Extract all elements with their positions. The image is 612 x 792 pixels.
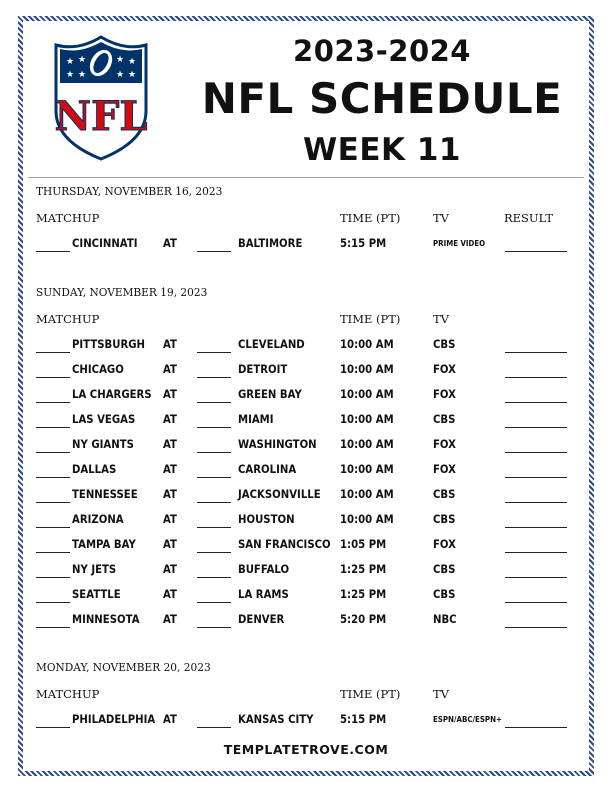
game-time: 5:20 PM [340,612,387,626]
game-row [0,537,612,557]
home-team: CLEVELAND [238,337,305,351]
at-label: AT [163,612,177,626]
away-team: TENNESSEE [72,487,138,501]
logo-text: NFL [54,93,148,140]
header-result: RESULT [504,211,553,225]
home-pick-line [197,627,231,628]
game-time: 1:25 PM [340,562,387,576]
header-time: TIME (PT) [340,312,401,326]
away-team: MINNESOTA [72,612,140,626]
home-pick-line [197,552,231,553]
result-line [505,477,567,478]
at-label: AT [163,487,177,501]
at-label: AT [163,362,177,376]
home-team: HOUSTON [238,512,295,526]
tv-network: CBS [433,562,456,576]
home-pick-line [197,477,231,478]
header-matchup: MATCHUP [36,312,100,326]
away-pick-line [36,452,70,453]
home-team: MIAMI [238,412,274,426]
result-line [505,502,567,503]
svg-text:★: ★ [66,57,75,67]
season-title: 2023-2024 [293,34,471,68]
home-team: DETROIT [238,362,288,376]
header-divider [28,177,584,178]
game-time: 10:00 AM [340,462,394,476]
result-line [505,427,567,428]
tv-network: ESPN/ABC/ESPN+ [433,715,502,724]
svg-text:★: ★ [116,70,125,80]
away-team: CINCINNATI [72,236,138,250]
tv-network: CBS [433,412,456,426]
at-label: AT [163,412,177,426]
game-time: 1:05 PM [340,537,387,551]
result-line [505,251,567,252]
game-time: 10:00 AM [340,387,394,401]
away-team: SEATTLE [72,587,121,601]
nfl-shield-logo [48,33,154,163]
away-pick-line [36,427,70,428]
home-team: BALTIMORE [238,236,303,250]
away-pick-line [36,502,70,503]
away-pick-line [36,727,70,728]
at-label: AT [163,236,177,250]
away-team: TAMPA BAY [72,537,136,551]
tv-network: FOX [433,362,456,376]
away-team: LA CHARGERS [72,387,152,401]
home-pick-line [197,352,231,353]
header-tv: TV [433,312,449,326]
result-line [505,352,567,353]
tv-network: FOX [433,387,456,401]
result-line [505,527,567,528]
home-team: SAN FRANCISCO [238,537,331,551]
section-date: MONDAY, NOVEMBER 20, 2023 [36,660,211,674]
away-team: DALLAS [72,462,117,476]
game-row [0,487,612,507]
tv-network: FOX [433,537,456,551]
result-line [505,377,567,378]
week-title: WEEK 11 [302,132,461,168]
result-line [505,727,567,728]
section-date: THURSDAY, NOVEMBER 16, 2023 [36,184,223,198]
game-time: 10:00 AM [340,487,394,501]
away-pick-line [36,477,70,478]
away-pick-line [36,552,70,553]
result-line [505,577,567,578]
game-row [0,612,612,632]
home-team: JACKSONVILLE [238,487,321,501]
game-time: 10:00 AM [340,437,394,451]
home-pick-line [197,727,231,728]
away-team: ARIZONA [72,512,124,526]
svg-text:★: ★ [128,70,137,80]
home-pick-line [197,377,231,378]
game-row [0,462,612,482]
home-team: DENVER [238,612,285,626]
at-label: AT [163,587,177,601]
header-tv: TV [433,687,449,701]
tv-network: PRIME VIDEO [433,239,486,248]
at-label: AT [163,512,177,526]
header-matchup: MATCHUP [36,211,100,225]
game-row [0,387,612,407]
tv-network: FOX [433,437,456,451]
svg-text:★: ★ [78,55,87,65]
header-tv: TV [433,211,449,225]
at-label: AT [163,387,177,401]
at-label: AT [163,712,177,726]
game-row [0,437,612,457]
svg-text:★: ★ [66,70,75,80]
tv-network: CBS [433,487,456,501]
home-pick-line [197,427,231,428]
tv-network: FOX [433,462,456,476]
home-team: GREEN BAY [238,387,302,401]
result-line [505,602,567,603]
page-title: NFL SCHEDULE [201,74,563,123]
at-label: AT [163,437,177,451]
svg-text:★: ★ [78,70,87,80]
away-team: PITTSBURGH [72,337,146,351]
svg-text:★: ★ [128,57,137,67]
away-pick-line [36,577,70,578]
game-row [0,362,612,382]
away-team: NY JETS [72,562,117,576]
home-pick-line [197,502,231,503]
game-time: 1:25 PM [340,587,387,601]
tv-network: CBS [433,587,456,601]
away-pick-line [36,352,70,353]
at-label: AT [163,562,177,576]
tv-network: CBS [433,512,456,526]
footer-website: TEMPLATETROVE.COM [223,742,389,757]
result-line [505,402,567,403]
game-time: 10:00 AM [340,412,394,426]
game-row [0,512,612,532]
result-line [505,452,567,453]
game-row [0,587,612,607]
result-line [505,627,567,628]
section-date: SUNDAY, NOVEMBER 19, 2023 [36,285,208,299]
home-pick-line [197,251,231,252]
home-pick-line [197,577,231,578]
svg-text:★: ★ [116,55,125,65]
home-team: LA RAMS [238,587,289,601]
away-pick-line [36,402,70,403]
home-pick-line [197,602,231,603]
game-row [0,337,612,357]
home-team: WASHINGTON [238,437,317,451]
home-pick-line [197,527,231,528]
game-row [0,236,612,256]
tv-network: CBS [433,337,456,351]
away-pick-line [36,627,70,628]
away-pick-line [36,602,70,603]
game-row [0,712,612,732]
away-pick-line [36,527,70,528]
header-time: TIME (PT) [340,211,401,225]
at-label: AT [163,537,177,551]
game-time: 10:00 AM [340,362,394,376]
at-label: AT [163,337,177,351]
home-team: CAROLINA [238,462,297,476]
game-time: 10:00 AM [340,512,394,526]
at-label: AT [163,462,177,476]
away-pick-line [36,377,70,378]
result-line [505,552,567,553]
home-pick-line [197,402,231,403]
header-time: TIME (PT) [340,687,401,701]
game-time: 5:15 PM [340,236,387,250]
away-team: CHICAGO [72,362,124,376]
game-row [0,412,612,432]
home-team: BUFFALO [238,562,290,576]
away-team: PHILADELPHIA [72,712,156,726]
away-pick-line [36,251,70,252]
home-team: KANSAS CITY [238,712,314,726]
game-time: 5:15 PM [340,712,387,726]
away-team: NY GIANTS [72,437,134,451]
header-matchup: MATCHUP [36,687,100,701]
home-pick-line [197,452,231,453]
away-team: LAS VEGAS [72,412,136,426]
game-time: 10:00 AM [340,337,394,351]
tv-network: NBC [433,612,457,626]
game-row [0,562,612,582]
